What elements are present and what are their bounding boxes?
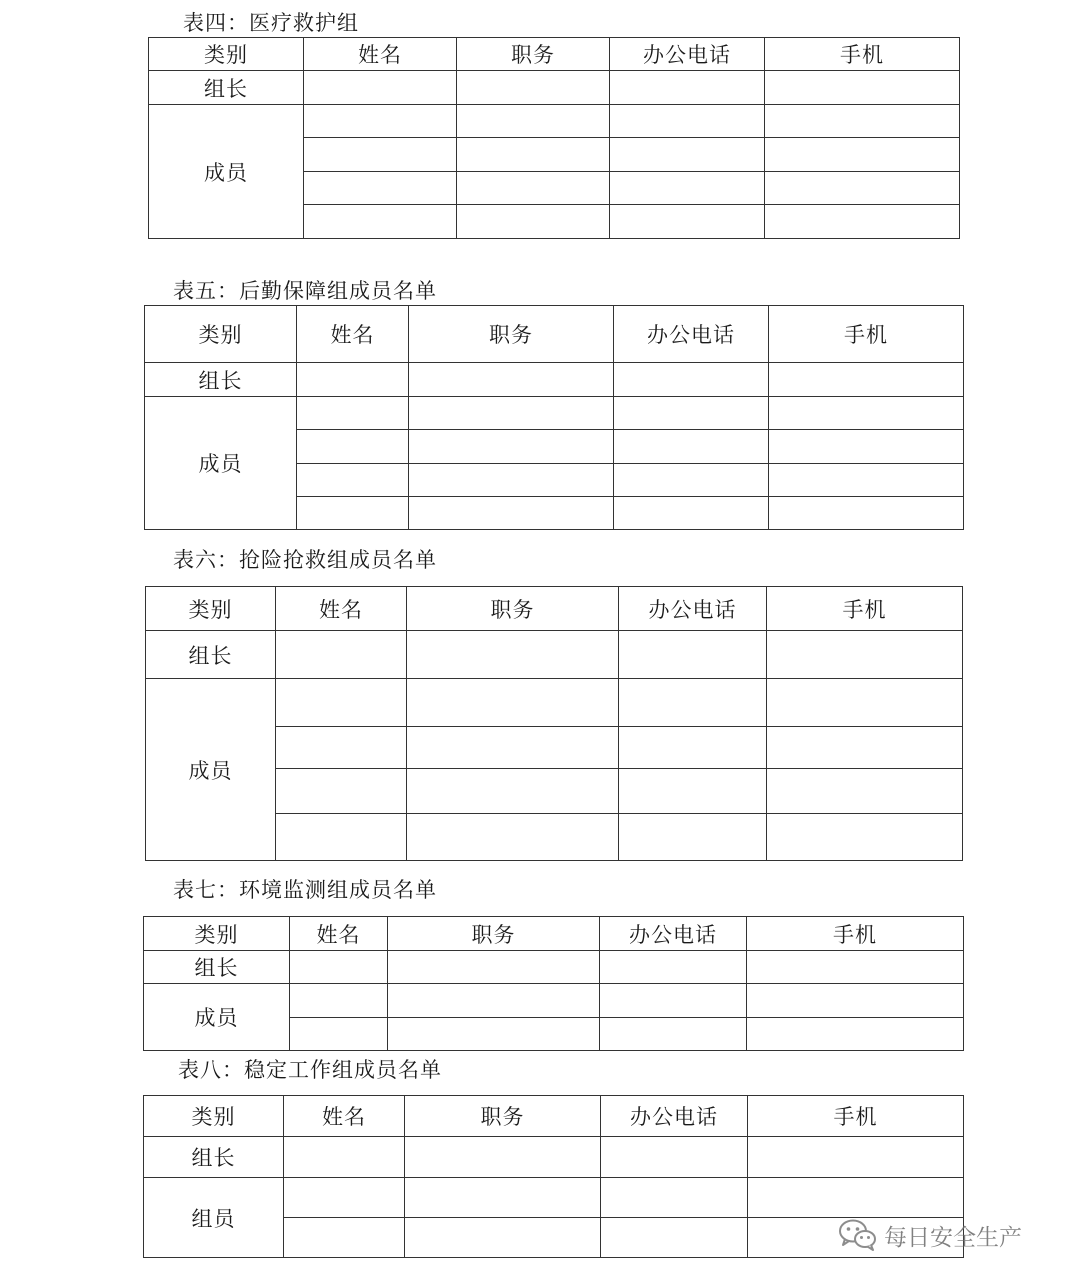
- name-cell[interactable]: [276, 769, 407, 814]
- header-cell: 姓名: [290, 917, 388, 951]
- name-cell[interactable]: [284, 1137, 405, 1178]
- position-cell[interactable]: [457, 71, 610, 105]
- member-row: [145, 397, 964, 430]
- position-cell[interactable]: [457, 105, 610, 138]
- name-cell[interactable]: [297, 497, 409, 530]
- name-cell[interactable]: [290, 984, 388, 1018]
- mobile-cell[interactable]: [769, 397, 964, 430]
- member-row: [144, 1178, 964, 1218]
- position-cell[interactable]: [409, 497, 614, 530]
- office-phone-cell[interactable]: [600, 951, 747, 984]
- name-cell[interactable]: [276, 679, 407, 727]
- mobile-cell[interactable]: [767, 631, 963, 679]
- mobile-cell[interactable]: [769, 464, 964, 497]
- header-cell: 姓名: [284, 1096, 405, 1137]
- leader-row: [149, 71, 960, 105]
- name-cell[interactable]: [297, 363, 409, 397]
- header-cell: 手机: [747, 917, 964, 951]
- header-cell: 类别: [145, 306, 297, 363]
- category-cell: 成员: [146, 679, 276, 861]
- category-cell: 组长: [149, 71, 304, 105]
- category-cell: 组长: [145, 363, 297, 397]
- table-caption: 表五：后勤保障组成员名单: [173, 279, 437, 303]
- mobile-cell[interactable]: [747, 951, 964, 984]
- mobile-cell[interactable]: [765, 205, 960, 239]
- office-phone-cell[interactable]: [600, 1018, 747, 1051]
- mobile-cell[interactable]: [748, 1178, 964, 1218]
- office-phone-cell[interactable]: [619, 769, 767, 814]
- office-phone-cell[interactable]: [601, 1178, 748, 1218]
- roster-table-medical: [148, 37, 960, 239]
- position-cell[interactable]: [405, 1137, 601, 1178]
- mobile-cell[interactable]: [747, 1018, 964, 1051]
- name-cell[interactable]: [297, 464, 409, 497]
- mobile-cell[interactable]: [769, 363, 964, 397]
- roster-table-environment: [143, 916, 964, 1051]
- mobile-cell[interactable]: [765, 105, 960, 138]
- member-row: [144, 984, 964, 1018]
- header-cell: 办公电话: [614, 306, 769, 363]
- position-cell[interactable]: [388, 1018, 600, 1051]
- position-cell[interactable]: [388, 951, 600, 984]
- header-row: [144, 917, 964, 951]
- office-phone-cell[interactable]: [614, 464, 769, 497]
- position-cell[interactable]: [405, 1218, 601, 1258]
- header-cell: 姓名: [276, 587, 407, 631]
- header-row: [146, 587, 963, 631]
- name-cell[interactable]: [276, 727, 407, 769]
- name-cell[interactable]: [304, 205, 457, 239]
- office-phone-cell[interactable]: [619, 631, 767, 679]
- position-cell[interactable]: [405, 1178, 601, 1218]
- header-cell: 职务: [409, 306, 614, 363]
- name-cell[interactable]: [276, 814, 407, 861]
- header-cell: 手机: [765, 38, 960, 71]
- header-cell: 姓名: [297, 306, 409, 363]
- table-caption: 表七：环境监测组成员名单: [173, 878, 437, 902]
- office-phone-cell[interactable]: [610, 172, 765, 205]
- mobile-cell[interactable]: [767, 727, 963, 769]
- office-phone-cell[interactable]: [600, 984, 747, 1018]
- office-phone-cell[interactable]: [619, 679, 767, 727]
- office-phone-cell[interactable]: [610, 138, 765, 172]
- position-cell[interactable]: [409, 430, 614, 464]
- watermark-text: 每日安全生产: [884, 1224, 1022, 1251]
- office-phone-cell[interactable]: [610, 205, 765, 239]
- header-cell: 办公电话: [610, 38, 765, 71]
- header-cell: 办公电话: [601, 1096, 748, 1137]
- table-caption: 表六：抢险抢救组成员名单: [173, 548, 437, 572]
- mobile-cell[interactable]: [765, 138, 960, 172]
- table-caption: 表八：稳定工作组成员名单: [178, 1058, 442, 1082]
- position-cell[interactable]: [407, 814, 619, 861]
- name-cell[interactable]: [290, 951, 388, 984]
- header-cell: 办公电话: [619, 587, 767, 631]
- category-cell: 组长: [144, 1137, 284, 1178]
- roster-table-logistics: [144, 305, 964, 530]
- member-row: [146, 679, 963, 727]
- header-row: [144, 1096, 964, 1137]
- header-cell: 职务: [405, 1096, 601, 1137]
- name-cell[interactable]: [304, 71, 457, 105]
- office-phone-cell[interactable]: [614, 397, 769, 430]
- position-cell[interactable]: [388, 984, 600, 1018]
- mobile-cell[interactable]: [765, 71, 960, 105]
- header-cell: 办公电话: [600, 917, 747, 951]
- wechat-icon: [838, 1218, 878, 1252]
- category-cell: 成员: [144, 984, 290, 1051]
- header-cell: 手机: [748, 1096, 964, 1137]
- name-cell[interactable]: [284, 1178, 405, 1218]
- leader-row: [144, 1137, 964, 1178]
- position-cell[interactable]: [407, 727, 619, 769]
- name-cell[interactable]: [297, 397, 409, 430]
- name-cell[interactable]: [304, 172, 457, 205]
- leader-row: [146, 631, 963, 679]
- header-row: [145, 306, 964, 363]
- position-cell[interactable]: [407, 631, 619, 679]
- mobile-cell[interactable]: [769, 430, 964, 464]
- mobile-cell[interactable]: [769, 497, 964, 530]
- name-cell[interactable]: [297, 430, 409, 464]
- name-cell[interactable]: [290, 1018, 388, 1051]
- position-cell[interactable]: [457, 138, 610, 172]
- office-phone-cell[interactable]: [601, 1218, 748, 1258]
- category-cell: 组长: [144, 951, 290, 984]
- header-cell: 手机: [769, 306, 964, 363]
- mobile-cell[interactable]: [767, 679, 963, 727]
- category-cell: 成员: [145, 397, 297, 530]
- category-cell: 成员: [149, 105, 304, 239]
- table-caption: 表四：医疗救护组: [183, 11, 359, 35]
- office-phone-cell[interactable]: [619, 727, 767, 769]
- position-cell[interactable]: [407, 769, 619, 814]
- position-cell[interactable]: [407, 679, 619, 727]
- mobile-cell[interactable]: [765, 172, 960, 205]
- mobile-cell[interactable]: [747, 984, 964, 1018]
- name-cell[interactable]: [304, 138, 457, 172]
- office-phone-cell[interactable]: [614, 430, 769, 464]
- name-cell[interactable]: [276, 631, 407, 679]
- position-cell[interactable]: [409, 363, 614, 397]
- header-cell: 类别: [149, 38, 304, 71]
- name-cell[interactable]: [304, 105, 457, 138]
- position-cell[interactable]: [409, 397, 614, 430]
- header-cell: 类别: [144, 1096, 284, 1137]
- header-row: [149, 38, 960, 71]
- position-cell[interactable]: [457, 172, 610, 205]
- category-cell: 组长: [146, 631, 276, 679]
- mobile-cell[interactable]: [767, 814, 963, 861]
- member-row: [149, 105, 960, 138]
- header-cell: 类别: [146, 587, 276, 631]
- mobile-cell[interactable]: [748, 1137, 964, 1178]
- watermark: [838, 1218, 1022, 1252]
- office-phone-cell[interactable]: [614, 363, 769, 397]
- office-phone-cell[interactable]: [610, 71, 765, 105]
- leader-row: [144, 951, 964, 984]
- position-cell[interactable]: [409, 464, 614, 497]
- header-cell: 手机: [767, 587, 963, 631]
- office-phone-cell[interactable]: [601, 1137, 748, 1178]
- office-phone-cell[interactable]: [610, 105, 765, 138]
- header-cell: 姓名: [304, 38, 457, 71]
- name-cell[interactable]: [284, 1218, 405, 1258]
- leader-row: [145, 363, 964, 397]
- header-cell: 职务: [457, 38, 610, 71]
- office-phone-cell[interactable]: [619, 814, 767, 861]
- mobile-cell[interactable]: [767, 769, 963, 814]
- header-cell: 职务: [407, 587, 619, 631]
- position-cell[interactable]: [457, 205, 610, 239]
- roster-table-rescue: [145, 586, 963, 861]
- category-cell: 组员: [144, 1178, 284, 1258]
- header-cell: 类别: [144, 917, 290, 951]
- office-phone-cell[interactable]: [614, 497, 769, 530]
- header-cell: 职务: [388, 917, 600, 951]
